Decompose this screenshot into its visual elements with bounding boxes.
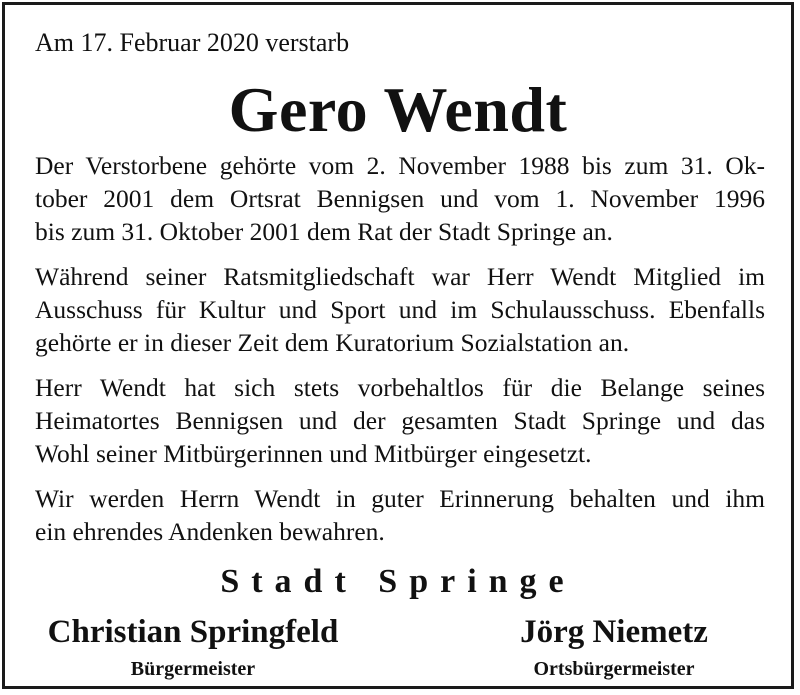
- signatory-name: Jörg Niemetz: [520, 614, 708, 650]
- signatory-title: Ortsbürgermeister: [533, 658, 695, 680]
- paragraph: [35, 260, 765, 359]
- text-line: Der Verstorbene gehörte vom 2. November 1988 bis zum 31. Ok-: [35, 151, 765, 180]
- intro-text: Am 17. Februar 2020 verstarb: [35, 28, 350, 57]
- paragraph: [35, 482, 765, 548]
- notice-body: [35, 149, 765, 560]
- text-line: Herr Wendt hat sich stets vorbehaltlos für die Belange seines: [35, 373, 765, 402]
- paragraph: [35, 371, 765, 470]
- text-line: Ausschuss für Kultur und Sport und im Schulausschuss. Ebenfalls: [35, 295, 765, 324]
- text-line: Während seiner Ratsmitgliedschaft war Herr Wendt Mitglied im: [35, 262, 765, 291]
- obituary-notice: [2, 2, 794, 689]
- organization-name: Stadt Springe: [220, 563, 576, 600]
- text-line: tober 2001 dem Ortsrat Bennigsen und vom 1. November 1996: [35, 184, 765, 213]
- text-line: Heimatortes Bennigsen und der gesamten Stadt Springe und das: [35, 406, 765, 435]
- text-line: ein ehrendes Andenken bewahren.: [35, 517, 385, 546]
- text-line: gehörte er in dieser Zeit dem Kuratorium Sozialstation an.: [35, 328, 630, 357]
- signatory-local-mayor: [483, 613, 745, 681]
- text-line: Wir werden Herrn Wendt in guter Erinnerung behalten und ihm: [35, 484, 765, 513]
- signatory-name: Christian Springfeld: [47, 614, 339, 650]
- deceased-name: Gero Wendt: [228, 74, 568, 145]
- text-line: Wohl seiner Mitbürgerinnen und Mitbürger eingesetzt.: [35, 439, 592, 468]
- text-line: bis zum 31. Oktober 2001 dem Rat der Stadt Springe an.: [35, 217, 613, 246]
- signatory-mayor: [33, 613, 353, 681]
- signatory-title: Bürgermeister: [130, 658, 256, 680]
- paragraph: [35, 149, 765, 248]
